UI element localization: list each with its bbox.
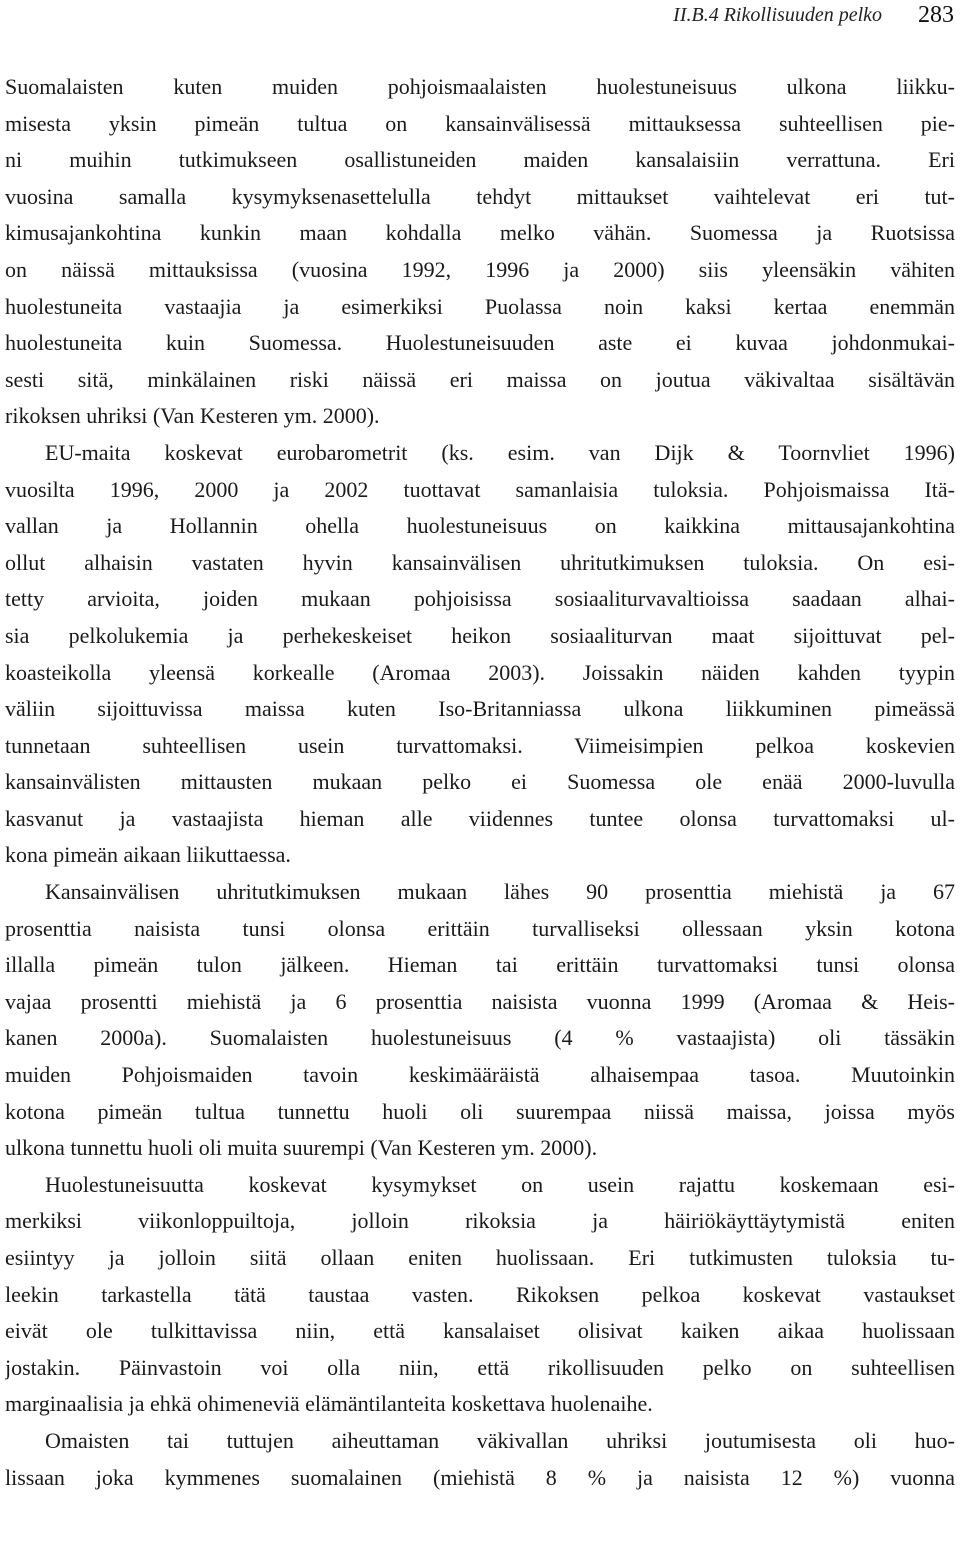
text-line: EU-maita koskevat eurobarometrit (ks. esim. van Dijk & Toornvliet 1996) <box>45 439 955 465</box>
text-line: marginaalisia ja ehkä ohimeneviä elämäntilanteita koskettava huolenaihe. <box>5 1391 653 1417</box>
text-line: huolestuneita vastaajia ja esimerkiksi Puolassa noin kaksi kertaa enemmän <box>5 293 955 319</box>
text-line: kasvanut ja vastaajista hieman alle viidennes tuntee olonsa turvattomaksi ul- <box>5 805 955 831</box>
text-line: Kansainvälisen uhritutkimuksen mukaan lähes 90 prosenttia miehistä ja 67 <box>45 879 955 905</box>
text-line: sesti sitä, minkälainen riski näissä eri maissa on joutua väkivaltaa sisältävän <box>5 366 955 392</box>
text-line: vuosina samalla kysymyksenasettelulla tehdyt mittaukset vaihtelevat eri tut- <box>5 183 955 209</box>
text-line: merkiksi viikonloppuiltoja, jolloin rikoksia ja häiriökäyttäytymistä eniten <box>5 1208 955 1234</box>
text-line: kotona pimeän tultua tunnettu huoli oli suurempaa niissä maissa, joissa myös <box>5 1098 955 1124</box>
text-line: kanen 2000a). Suomalaisten huolestuneisuus (4 % vastaajista) oli tässäkin <box>5 1025 955 1051</box>
text-line: illalla pimeän tulon jälkeen. Hieman tai erittäin turvattomaksi tunsi olonsa <box>5 952 955 978</box>
text-line: lissaan joka kymmenes suomalainen (miehistä 8 % ja naisista 12 %) vuonna <box>5 1464 955 1490</box>
paragraph-1 <box>5 69 955 435</box>
text-line: ulkona tunnettu huoli oli muita suurempi (Van Kesteren ym. 2000). <box>5 1135 598 1161</box>
text-line: prosenttia naisista tunsi olonsa erittäin turvalliseksi ollessaan yksin kotona <box>5 915 955 941</box>
text-line: väliin sijoittuvissa maissa kuten Iso-Britanniassa ulkona liikkuminen pimeässä <box>5 696 955 722</box>
page-number: 283 <box>918 2 954 28</box>
text-line: kansainvälisten mittausten mukaan pelko ei Suomessa ole enää 2000-luvulla <box>5 769 955 795</box>
text-line: Huolestuneisuutta koskevat kysymykset on usein rajattu koskemaan esi- <box>45 1171 955 1197</box>
text-line: tunnetaan suhteellisen usein turvattomaksi. Viimeisimpien pelkoa koskevien <box>5 732 955 758</box>
text-line: leekin tarkastella tätä taustaa vasten. Rikoksen pelkoa koskevat vastaukset <box>5 1281 955 1307</box>
body-text <box>5 69 955 1496</box>
paragraph-4 <box>5 1167 955 1423</box>
text-line: Omaisten tai tuttujen aiheuttaman väkivallan uhriksi joutumisesta oli huo- <box>45 1427 955 1453</box>
paragraph-2 <box>5 435 955 874</box>
text-line: Suomalaisten kuten muiden pohjoismaalaisten huolestuneisuus ulkona liikku- <box>5 74 955 99</box>
text-line: vajaa prosentti miehistä ja 6 prosenttia naisista vuonna 1999 (Aromaa & Heis- <box>5 988 955 1014</box>
paragraph-5 <box>5 1423 955 1496</box>
text-line: on näissä mittauksissa (vuosina 1992, 1996 ja 2000) siis yleensäkin vähiten <box>5 256 955 282</box>
text-line: ni muihin tutkimukseen osallistuneiden maiden kansalaisiin verrattuna. Eri <box>5 147 955 173</box>
text-line: rikoksen uhriksi (Van Kesteren ym. 2000). <box>5 403 380 429</box>
text-line: sia pelkolukemia ja perhekeskeiset heikon sosiaaliturvan maat sijoittuvat pel- <box>5 622 955 648</box>
text-line: esiintyy ja jolloin siitä ollaan eniten huolissaan. Eri tutkimusten tuloksia tu- <box>5 1245 955 1270</box>
text-line: misesta yksin pimeän tultua on kansainvälisessä mittauksessa suhteellisen pie- <box>5 110 955 136</box>
text-line: vallan ja Hollannin ohella huolestuneisuus on kaikkina mittausajankohtina <box>5 513 955 539</box>
running-header <box>0 2 960 34</box>
text-line: vuosilta 1996, 2000 ja 2002 tuottavat samanlaisia tuloksia. Pohjoismaissa Itä- <box>5 476 955 502</box>
text-line: kona pimeän aikaan liikuttaessa. <box>5 842 291 868</box>
text-line: huolestuneita kuin Suomessa. Huolestuneisuuden aste ei kuvaa johdonmukai- <box>5 330 955 356</box>
text-line: jostakin. Päinvastoin voi olla niin, että rikollisuuden pelko on suhteellisen <box>5 1354 955 1380</box>
text-line: muiden Pohjoismaiden tavoin keskimääräistä alhaisempaa tasoa. Muutoinkin <box>5 1062 955 1088</box>
text-line: ollut alhaisin vastaten hyvin kansainvälisen uhritutkimuksen tuloksia. On esi- <box>5 549 955 575</box>
text-line: tetty arvioita, joiden mukaan pohjoisissa sosiaaliturvavaltioissa saadaan alhai- <box>5 586 955 612</box>
text-line: koasteikolla yleensä korkealle (Aromaa 2003). Joissakin näiden kahden tyypin <box>5 659 955 685</box>
running-title: II.B.4 Rikollisuuden pelko <box>673 4 882 26</box>
text-line: eivät ole tulkittavissa niin, että kansalaiset olisivat kaiken aikaa huolissaan <box>5 1318 955 1344</box>
text-line: kimusajankohtina kunkin maan kohdalla melko vähän. Suomessa ja Ruotsissa <box>5 220 955 246</box>
paragraph-3 <box>5 874 955 1167</box>
